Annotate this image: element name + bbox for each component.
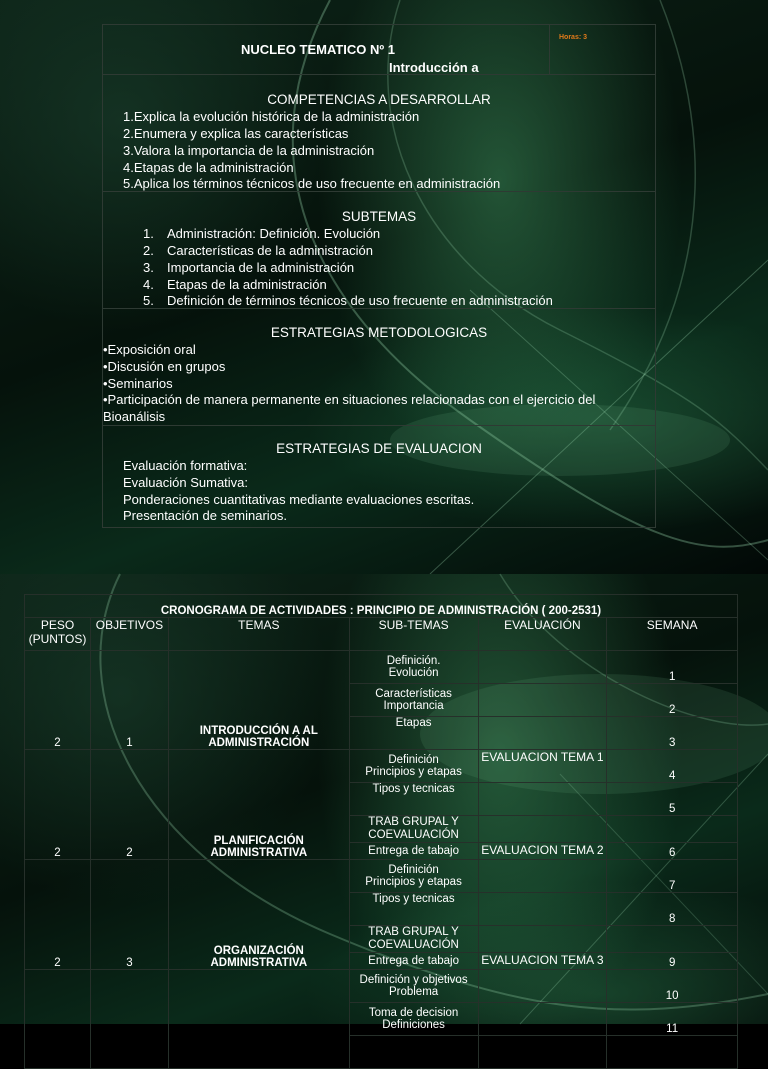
subtema-cell: Definición. Evolución xyxy=(349,651,478,684)
estrategia-item: Bioanálisis xyxy=(103,409,166,424)
subtema-cell: Tipos y tecnicas xyxy=(349,783,478,816)
hours-label: Horas: 3 xyxy=(559,34,588,41)
header-peso: PESO (PUNTOS) xyxy=(25,618,91,651)
competencia-item: 1.Explica la evolución histórica de la administración xyxy=(123,109,420,124)
semana-cell: 1 xyxy=(607,651,738,684)
objetivo-cell: 1 xyxy=(90,651,168,750)
subtema-cell: TRAB GRUPAL Y COEVALUACIÓN xyxy=(349,816,478,843)
slide-cronograma xyxy=(0,574,768,1035)
subtema-cell: Entrega de tabajo xyxy=(349,953,478,970)
evaluacion-cell xyxy=(478,926,607,953)
header-divider xyxy=(549,25,550,74)
evaluacion-cell xyxy=(478,783,607,816)
semana-cell: 11 xyxy=(607,1003,738,1036)
subtema-cell: Definición Principios y etapas xyxy=(349,750,478,783)
table-row xyxy=(25,651,738,684)
semana-cell: 9 xyxy=(607,953,738,970)
evaluacion-cell xyxy=(478,893,607,926)
estrategia-item: •Seminarios xyxy=(103,376,173,391)
semana-cell: 2 xyxy=(607,684,738,717)
semana-cell xyxy=(607,816,738,843)
subtema-item: 3. Importancia de la administración xyxy=(143,260,355,275)
competencia-item: 3.Valora la importancia de la administración xyxy=(123,143,375,158)
semana-cell: 6 xyxy=(607,843,738,860)
section-estrategias-evaluacion xyxy=(103,426,655,526)
estrategias-metodologicas-title: ESTRATEGIAS METODOLOGICAS xyxy=(270,325,488,340)
objetivo-cell: 2 xyxy=(90,750,168,860)
semana-cell xyxy=(607,926,738,953)
evaluacion-cell: EVALUACION TEMA 2 xyxy=(478,843,607,860)
tema-cell: INTRODUCCIÓN A AL ADMINISTRACIÓN xyxy=(168,651,349,750)
subtema-item: 2. Características de la administración xyxy=(143,243,373,258)
evaluacion-cell xyxy=(478,816,607,843)
table-row xyxy=(25,970,738,1003)
header-evaluacion: EVALUACIÓN xyxy=(478,618,607,651)
semana-cell: 8 xyxy=(607,893,738,926)
nucleo-subtitle: Introducción a xyxy=(389,60,479,75)
table-title: CRONOGRAMA DE ACTIVIDADES : PRINCIPIO DE ADMINISTRACIÓN ( 200-2531) xyxy=(25,595,738,618)
evaluacion-item: Presentación de seminarios. xyxy=(123,508,288,523)
semana-cell xyxy=(607,1036,738,1069)
competencia-item: 2.Enumera y explica las características xyxy=(123,126,349,141)
subtema-cell xyxy=(349,1036,478,1069)
header-semana: SEMANA xyxy=(607,618,738,651)
estrategia-item: •Exposición oral xyxy=(103,342,196,357)
subtema-item: 1. Administración: Definición. Evolución xyxy=(143,226,381,241)
objetivo-cell xyxy=(90,970,168,1069)
subtema-cell: Definición Principios y etapas xyxy=(349,860,478,893)
header-subtemas: SUB-TEMAS xyxy=(349,618,478,651)
evaluacion-item: Evaluación formativa: xyxy=(123,458,248,473)
evaluacion-item: Evaluación Sumativa: xyxy=(123,475,249,490)
semana-cell: 7 xyxy=(607,860,738,893)
table-row xyxy=(25,750,738,783)
tema-cell xyxy=(168,970,349,1069)
evaluacion-cell xyxy=(478,651,607,684)
objetivo-cell: 3 xyxy=(90,860,168,970)
semana-cell: 10 xyxy=(607,970,738,1003)
evaluacion-cell xyxy=(478,1036,607,1069)
subtema-cell: Etapas xyxy=(349,717,478,750)
subtema-cell: TRAB GRUPAL Y COEVALUACIÓN xyxy=(349,926,478,953)
subtema-cell: Entrega de tabajo xyxy=(349,843,478,860)
peso-cell xyxy=(25,970,91,1069)
evaluacion-cell xyxy=(478,970,607,1003)
subtemas-title: SUBTEMAS xyxy=(341,209,417,224)
table-row xyxy=(25,860,738,893)
section-estrategias-metodologicas xyxy=(103,309,655,426)
semana-cell: 3 xyxy=(607,717,738,750)
nucleo-title: NUCLEO TEMATICO Nº 1 xyxy=(241,42,396,57)
evaluacion-cell xyxy=(478,684,607,717)
subtema-item: 5. Definición de términos técnicos de uso frecuente en administración xyxy=(143,293,553,308)
subtema-cell: Definición y objetivos Problema xyxy=(349,970,478,1003)
subtema-item: 4. Etapas de la administración xyxy=(143,277,327,292)
header-objetivos: OBJETIVOS xyxy=(90,618,168,651)
tema-cell: ORGANIZACIÓN ADMINISTRATIVA xyxy=(168,860,349,970)
competencias-title: COMPETENCIAS A DESARROLLAR xyxy=(267,92,491,107)
peso-cell: 2 xyxy=(25,651,91,750)
evaluacion-cell: EVALUACION TEMA 3 xyxy=(478,953,607,970)
header-temas: TEMAS xyxy=(168,618,349,651)
estrategia-item: •Participación de manera permanente en situaciones relacionadas con el ejercicio del xyxy=(103,392,596,407)
section-competencias xyxy=(103,75,655,192)
subtema-cell: Características Importancia xyxy=(349,684,478,717)
table-header-row xyxy=(25,618,738,651)
section-subtemas xyxy=(103,192,655,309)
evaluacion-cell xyxy=(478,1003,607,1036)
subtema-cell: Tipos y tecnicas xyxy=(349,893,478,926)
peso-cell: 2 xyxy=(25,860,91,970)
evaluacion-cell: EVALUACION TEMA 1 xyxy=(478,750,607,783)
semana-cell: 4 xyxy=(607,750,738,783)
evaluacion-cell xyxy=(478,717,607,750)
evaluacion-item: Ponderaciones cuantitativas mediante evaluaciones escritas. xyxy=(123,492,475,507)
subtema-cell: Toma de decision Definiciones xyxy=(349,1003,478,1036)
nucleo-tematico-box xyxy=(102,24,656,528)
estrategia-item: •Discusión en grupos xyxy=(103,359,226,374)
nucleo-header xyxy=(103,25,655,75)
peso-cell: 2 xyxy=(25,750,91,860)
competencia-item: 5.Aplica los términos técnicos de uso frecuente en administración xyxy=(123,176,501,191)
evaluacion-cell xyxy=(478,860,607,893)
tema-cell: PLANIFICACIÓN ADMINISTRATIVA xyxy=(168,750,349,860)
estrategias-evaluacion-title: ESTRATEGIAS DE EVALUACION xyxy=(276,441,482,456)
competencia-item: 4.Etapas de la administración xyxy=(123,160,294,175)
semana-cell: 5 xyxy=(607,783,738,816)
cronograma-table xyxy=(24,594,738,1069)
